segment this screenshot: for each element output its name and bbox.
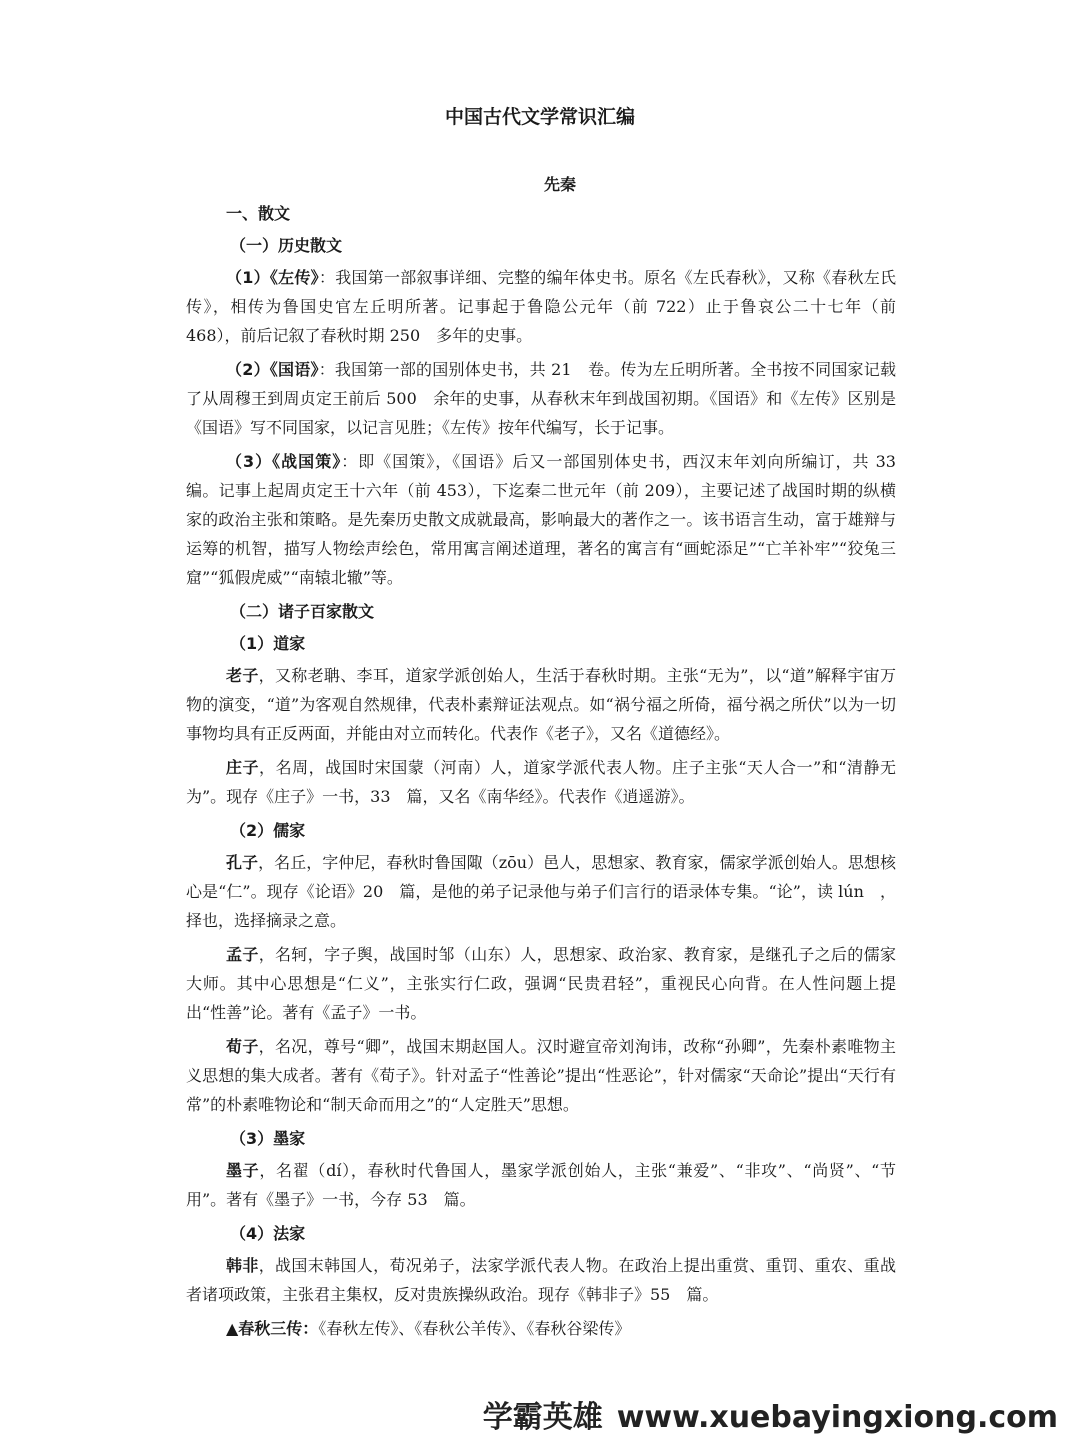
entry-label: （2）《国语》 xyxy=(226,360,319,379)
note-text: 《春秋左传》、《春秋公羊传》、《春秋谷梁传》 xyxy=(318,1319,631,1338)
entry-guoyu xyxy=(186,355,896,442)
entry-xunzi xyxy=(186,1032,896,1119)
entry-text: ，战国末韩国人，荀况弟子，法家学派代表人物。在政治上提出重赏、重罚、重农、重战者诸项政策，主张君主集权，反对贵族操纵政治。现存《韩非子》55 篇。 xyxy=(186,1256,896,1304)
entry-name: 墨子 xyxy=(226,1161,260,1180)
entry-kongzi xyxy=(186,848,896,935)
entry-name: 庄子 xyxy=(226,758,260,777)
school-heading-confucianism: （2）儒家 xyxy=(230,821,306,840)
entry-text: ，名轲，字子舆，战国时邹（山东）人，思想家、政治家、教育家，是继孔子之后的儒家大师。其中心思想是“仁义”，主张实行仁政，强调“民贵君轻”，重视民心向背。在人性问题上提出“性善”论。著有《孟子》一书。 xyxy=(186,945,896,1022)
entry-name: 韩非 xyxy=(226,1256,259,1275)
entry-name: 老子 xyxy=(226,666,259,685)
footer-watermark xyxy=(483,1392,1058,1436)
entry-name: 荀子 xyxy=(226,1037,259,1056)
entry-name: 孟子 xyxy=(226,945,259,964)
entry-mengzi xyxy=(186,940,896,1027)
entry-label: （3）《战国策》 xyxy=(226,452,342,471)
entry-text: ，名翟（dí），春秋时代鲁国人，墨家学派创始人，主张“兼爱”、“非攻”、“尚贤”、“节用”。著有《墨子》一书，今存 53 篇。 xyxy=(186,1161,896,1209)
era-heading: 先秦 xyxy=(543,175,576,194)
footer-url: www.xuebayingxiong.com xyxy=(616,1400,1058,1435)
subsection-heading-history: （一）历史散文 xyxy=(230,236,343,255)
note-label: ▲春秋三传： xyxy=(226,1319,319,1338)
section-heading-prose: 一、散文 xyxy=(226,204,291,223)
document-title: 中国古代文学常识汇编 xyxy=(444,106,635,128)
entry-text: ：我国第一部的国别体史书，共 21 卷。传为左丘明所著。全书按不同国家记载了从周穆王到周贞定王前后 500 余年的史事，从春秋末年到战国初期。《国语》和《左传》区别是《国语》写不同国家，以记言见胜；《左传》按年代编写，长于记事。 xyxy=(186,360,896,437)
entry-text: ，名况，尊号“卿”，战国末期赵国人。汉时避宣帝刘洵讳，改称“孙卿”，先秦朴素唯物主义思想的集大成者。著有《荀子》。针对孟子“性善论”提出“性恶论”，针对儒家“天命论”提出“天行有常”的朴素唯物论和“制天命而用之”的“人定胜天”思想。 xyxy=(186,1037,896,1114)
entry-zhuangzi xyxy=(186,753,896,811)
entry-zuozhuan xyxy=(186,263,896,350)
entry-laozi xyxy=(186,661,896,748)
entry-text: ，又称老聃、李耳，道家学派创始人，生活于春秋时期。主张“无为”，以“道”解释宇宙万物的演变，“道”为客观自然规律，代表朴素辩证法观点。如“祸兮福之所倚，福兮祸之所伏”以为一切事物均具有正反两面，并能由对立而转化。代表作《老子》，又名《道德经》。 xyxy=(186,666,896,743)
entry-text: ：即《国策》，《国语》后又一部国别体史书，西汉末年刘向所编订，共 33 编。记事上起周贞定王十六年（前 453），下迄秦二世元年（前 209），主要记述了战国时期的纵横家的政治主张和策略。是先秦历史散文成就最高，影响最大的著作之一。该书语言生动，富于雄辩与运筹的机智，描写人物绘声绘色，常用寓言阐述道理，著名的寓言有“画蛇添足”“亡羊补牢”“狡兔三窟”“狐假虎威”“南辕北辙”等。 xyxy=(186,452,913,587)
entry-name: 孔子 xyxy=(226,853,259,872)
entry-text: ，名丘，字仲尼，春秋时鲁国陬（zōu）邑人，思想家、教育家，儒家学派创始人。思想核心是“仁”。现存《论语》20 篇，是他的弟子记录他与弟子们言行的语录体专集。“论”，读 lún ，择也，选择摘录之意。 xyxy=(186,853,896,930)
entry-text: ：我国第一部叙事详细、完整的编年体史书。原名《左氏春秋》，又称《春秋左氏传》，相传为鲁国史官左丘明所著。记事起于鲁隐公元年（前 722）止于鲁哀公二十七年（前 468），前后记叙了春秋时期 250 多年的史事。 xyxy=(186,268,896,345)
note-three-commentaries xyxy=(186,1314,896,1343)
school-heading-mohism: （3）墨家 xyxy=(230,1129,306,1148)
entry-mozi xyxy=(186,1156,896,1214)
entry-zhanguoce xyxy=(186,447,913,592)
footer-brand: 学霸英雄 xyxy=(482,1400,603,1435)
entry-text: ，名周，战国时宋国蒙（河南）人，道家学派代表人物。庄子主张“天人合一”和“清静无为”。现存《庄子》一书，33 篇，又名《南华经》。代表作《逍遥游》。 xyxy=(186,758,896,806)
entry-label: （1）《左传》 xyxy=(226,268,319,287)
subsection-heading-philosophers: （二）诸子百家散文 xyxy=(230,602,375,621)
entry-hanfei xyxy=(186,1251,896,1309)
school-heading-legalism: （4）法家 xyxy=(230,1224,306,1243)
school-heading-daoism: （1）道家 xyxy=(230,634,306,653)
document-body xyxy=(186,196,913,1348)
